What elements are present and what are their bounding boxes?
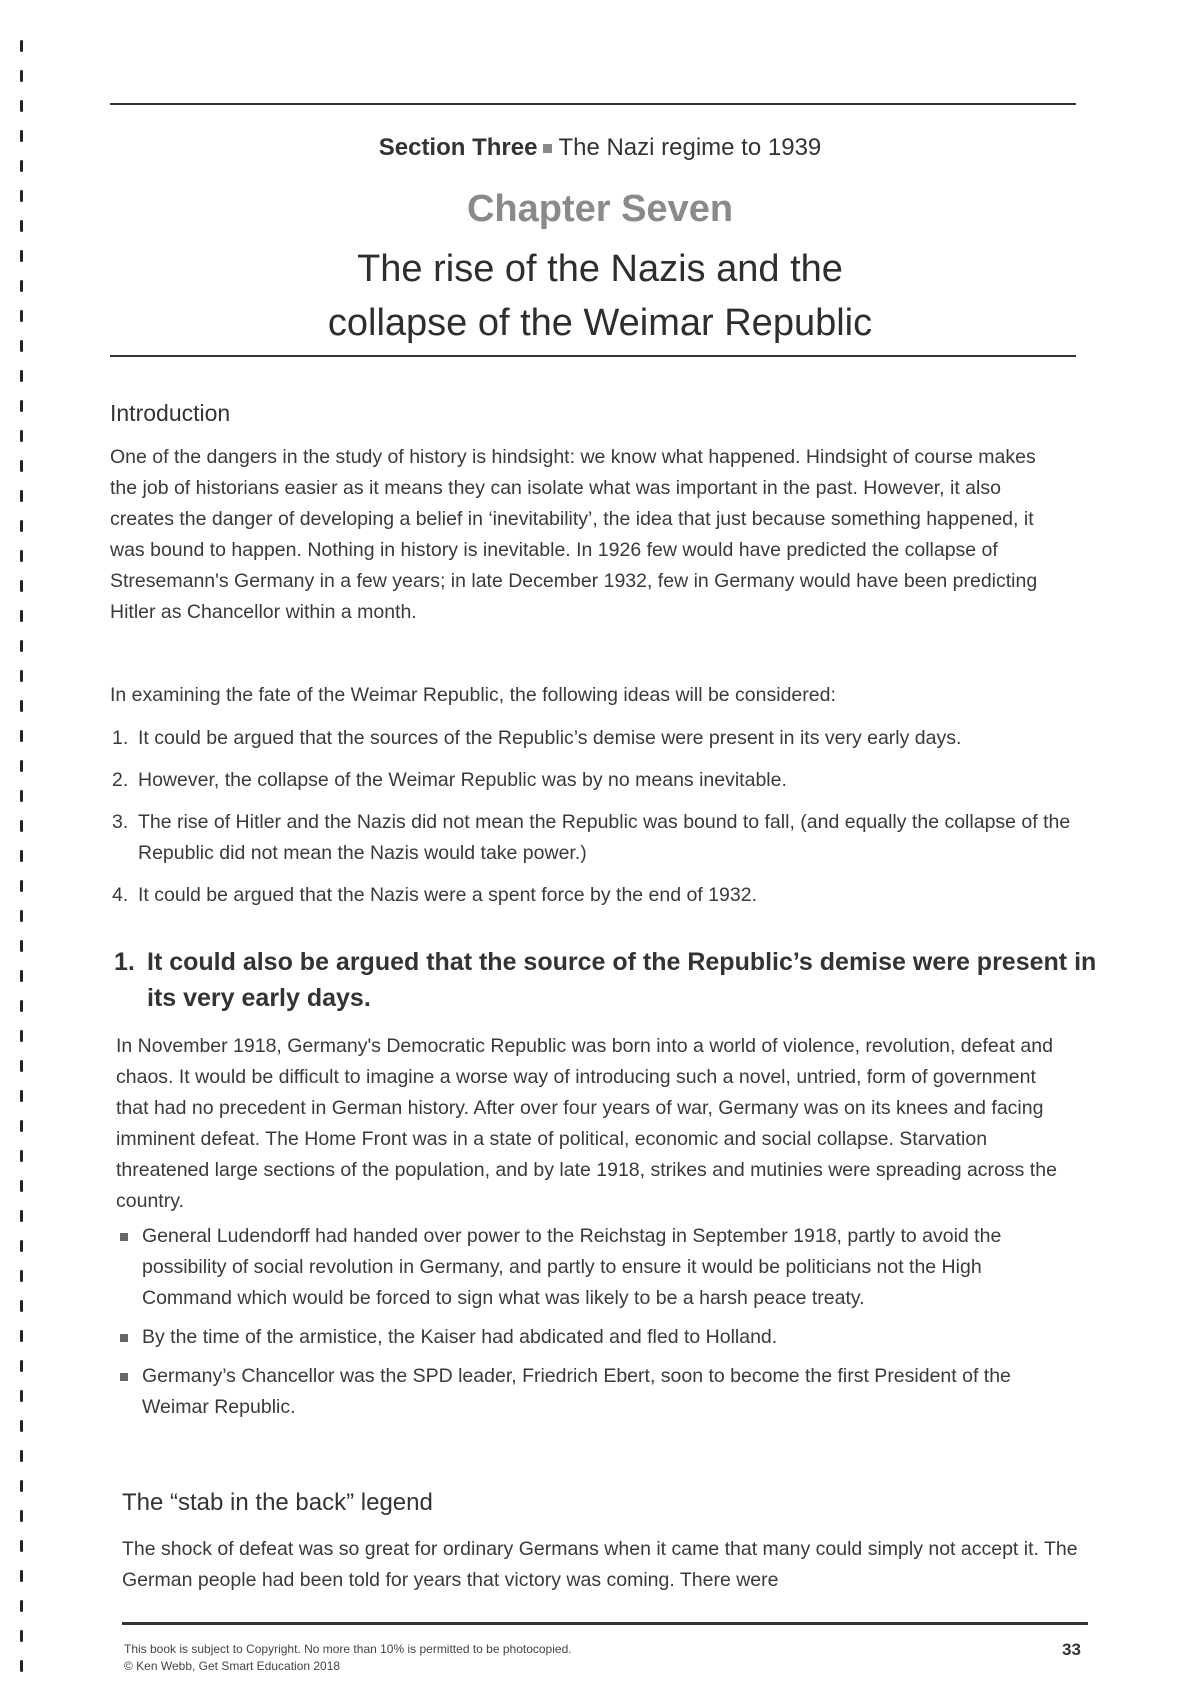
list-item-text: It could be argued that the Nazis were a spent force by the end of 1932.	[138, 884, 757, 906]
binding-hole	[20, 610, 23, 622]
binding-hole	[20, 580, 23, 592]
binding-hole	[20, 940, 23, 952]
binding-hole	[20, 400, 23, 412]
square-bullet-icon	[543, 144, 552, 153]
binding-hole	[20, 730, 23, 742]
binding-hole	[20, 850, 23, 862]
binding-hole	[20, 760, 23, 772]
binding-hole	[20, 490, 23, 502]
binding-hole	[20, 1210, 23, 1222]
list-item-number: 2.	[112, 769, 129, 791]
ideas-list	[112, 723, 1082, 922]
introduction-paragraph-1: One of the dangers in the study of history is hindsight: we know what happened. Hindsight of course makes the job of historians easier as it means they can isolate what was important in the past. However, it also creates the danger of developing a belief in ‘inevitability’, the idea that just because something happened, it was bound to happen. Nothing in history is inevitable. In 1926 few would have predicted the collapse of Stresemann's Germany in a few years; in late December 1932, few in Germany would have been predicting Hitler as Chancellor within a month.	[110, 446, 1038, 623]
binding-hole	[20, 1000, 23, 1012]
binding-hole	[20, 1360, 23, 1372]
list-item-text: The rise of Hitler and the Nazis did not mean the Republic was bound to fall, (and equally the collapse of the Republic did not mean the Nazis would take power.)	[138, 811, 1071, 864]
binding-hole	[20, 790, 23, 802]
binding-hole	[20, 1510, 23, 1522]
binding-hole	[20, 1600, 23, 1612]
binding-hole	[20, 1270, 23, 1282]
square-bullet-icon	[120, 1373, 128, 1381]
chapter-label: Chapter Seven	[466, 188, 734, 230]
binding-hole	[20, 430, 23, 442]
page-number: 33	[1062, 1640, 1081, 1659]
bullet-text: General Ludendorff had handed over power to the Reichstag in September 1918, partly to avoid the possibility of social revolution in Germany, and partly to ensure it would be politicians not the High Command which would be forced to sign what was likely to be a harsh peace treaty.	[142, 1225, 1002, 1309]
binding-hole	[20, 1660, 23, 1672]
binding-hole	[20, 1630, 23, 1642]
bullet-text: By the time of the armistice, the Kaiser had abdicated and fled to Holland.	[142, 1326, 778, 1348]
section-1-paragraph: In November 1918, Germany's Democratic Republic was born into a world of violence, revolution, defeat and chaos. It would be difficult to imagine a worse way of introducing such a novel, untried, form of government that had no precedent in German history. After over four years of war, Germany was on its knees and facing imminent defeat. The Home Front was in a state of political, economic and social collapse. Starvation threatened large sections of the population, and by late 1918, strikes and mutinies were spreading across the country.	[116, 1035, 1057, 1212]
binding-hole	[20, 1090, 23, 1102]
chapter-title	[0, 242, 1200, 350]
binding-hole	[20, 910, 23, 922]
binding-hole	[20, 1240, 23, 1252]
introduction-heading: Introduction	[110, 400, 231, 426]
list-item	[118, 1221, 1068, 1314]
square-bullet-icon	[120, 1233, 128, 1241]
binding-hole	[20, 1150, 23, 1162]
top-rule	[110, 103, 1076, 105]
binding-hole	[20, 640, 23, 652]
binding-hole	[20, 520, 23, 532]
binding-hole	[20, 1570, 23, 1582]
binding-hole	[20, 1420, 23, 1432]
binding-hole	[20, 1480, 23, 1492]
binding-hole	[20, 100, 23, 112]
binding-hole	[20, 1180, 23, 1192]
copyright-notice: This book is subject to Copyright. No more than 10% is permitted to be photocopied.	[124, 1642, 572, 1656]
list-item	[112, 807, 1082, 869]
footer-rule	[122, 1622, 1088, 1625]
stab-in-the-back-heading: The “stab in the back” legend	[122, 1489, 433, 1516]
list-item	[112, 880, 1082, 911]
section-1-heading	[114, 944, 1097, 1016]
binding-hole	[20, 70, 23, 82]
section-1-number: 1.	[114, 948, 135, 976]
binding-hole	[20, 1390, 23, 1402]
binding-hole	[20, 550, 23, 562]
chapter-title-line2: collapse of the Weimar Republic	[327, 302, 873, 344]
section-1-bullets	[118, 1221, 1068, 1431]
binding-hole	[20, 1450, 23, 1462]
stab-in-the-back-paragraph: The shock of defeat was so great for ordinary Germans when it came that many could simply not accept it. The German people had been told for years that victory was coming. There were	[122, 1538, 1078, 1591]
bullet-text: Germany’s Chancellor was the SPD leader, Friedrich Ebert, soon to become the first President of the Weimar Republic.	[142, 1365, 1011, 1418]
list-item	[118, 1322, 1068, 1353]
list-item	[112, 723, 1082, 754]
binding-hole	[20, 40, 23, 52]
binding-hole	[20, 820, 23, 832]
binding-hole	[20, 1030, 23, 1042]
list-item-number: 1.	[112, 727, 129, 749]
section-header	[0, 134, 1200, 162]
binding-hole	[20, 1120, 23, 1132]
binding-hole	[20, 970, 23, 982]
binding-hole	[20, 370, 23, 382]
copyright-owner: © Ken Webb, Get Smart Education 2018	[124, 1659, 341, 1673]
list-item-number: 4.	[112, 884, 129, 906]
introduction-paragraph-2: In examining the fate of the Weimar Republic, the following ideas will be considered:	[110, 684, 836, 706]
title-rule	[110, 355, 1076, 357]
footer-copyright	[124, 1641, 572, 1675]
binding-hole	[20, 1330, 23, 1342]
section-subtitle: The Nazi regime to 1939	[558, 134, 822, 161]
chapter-title-line1: The rise of the Nazis and the	[357, 248, 843, 290]
binding-hole	[20, 1300, 23, 1312]
binding-hole	[20, 700, 23, 712]
binding-hole	[20, 1060, 23, 1072]
list-item-text: It could be argued that the sources of the Republic’s demise were present in its very early days.	[138, 727, 962, 749]
binding-hole	[20, 1540, 23, 1552]
list-item	[112, 765, 1082, 796]
section-1-heading-text: It could also be argued that the source of the Republic’s demise were present in its very early days.	[147, 948, 1097, 1012]
list-item	[118, 1361, 1068, 1423]
list-item-number: 3.	[112, 811, 129, 833]
section-label: Section Three	[378, 134, 538, 161]
binding-hole	[20, 880, 23, 892]
square-bullet-icon	[120, 1334, 128, 1342]
binding-hole	[20, 460, 23, 472]
list-item-text: However, the collapse of the Weimar Republic was by no means inevitable.	[138, 769, 787, 791]
binding-hole	[20, 670, 23, 682]
